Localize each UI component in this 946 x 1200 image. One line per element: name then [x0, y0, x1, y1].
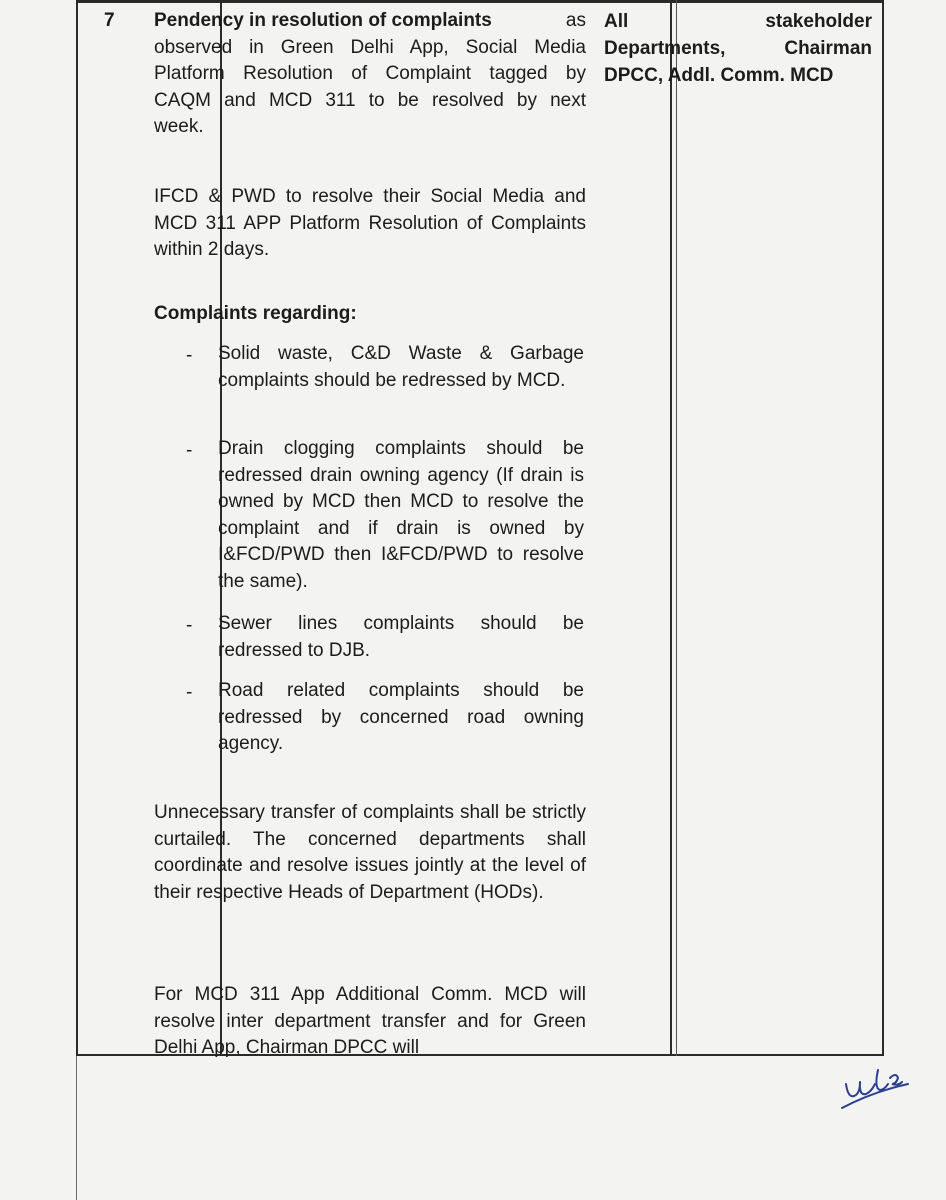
column-divider-2-inner: [676, 0, 677, 1056]
pendency-heading: Pendency in resolution of complaints: [154, 10, 492, 31]
bullet-item-4: Road related complaints should be redressed by concerned road owning agency.: [218, 680, 584, 754]
bullet-item-2: Drain clogging complaints should be redressed drain owning agency (If drain is owned by MCD then MCD to resolve the complaint and if drain is owned by I&FCD/PWD then I&FCD/PWD to resolve the same).: [218, 438, 584, 592]
action-paragraph-4: For MCD 311 App Additional Comm. MCD will resolve inter department transfer and for Green Delhi App, Chairman DPCC will: [154, 984, 586, 1058]
bullet-marker: -: [186, 345, 193, 366]
action-paragraph-1: Pendency in resolution of complaints as observed in Green Delhi App, Social Media Platform Resolution of Complaint tagged by CAQM and MCD 311 to be resolved by next week.: [154, 10, 586, 137]
margin-rule: [76, 1056, 77, 1200]
column-divider-2: [670, 0, 672, 1056]
responsible-parties: All stakeholder Departments, Chairman DPCC, Addl. Comm. MCD: [604, 11, 872, 86]
bullet-marker: -: [186, 440, 193, 461]
action-paragraph-2: IFCD & PWD to resolve their Social Media and MCD 311 APP Platform Resolution of Complaints within 2 days.: [154, 186, 586, 260]
action-paragraph-3: Unnecessary transfer of complaints shall be strictly curtailed. The concerned departments shall coordinate and resolve issues jointly at the level of their respective Heads of Department (HODs).: [154, 802, 586, 903]
complaints-heading: Complaints regarding:: [154, 303, 357, 324]
signature-initials: [838, 1062, 918, 1112]
serial-number: 7: [104, 10, 115, 31]
bullet-item-3: Sewer lines complaints should be redressed to DJB.: [218, 613, 584, 661]
bullet-marker: -: [186, 682, 193, 703]
bullet-marker: -: [186, 615, 193, 636]
bullet-item-1: Solid waste, C&D Waste & Garbage complaints should be redressed by MCD.: [218, 343, 584, 391]
